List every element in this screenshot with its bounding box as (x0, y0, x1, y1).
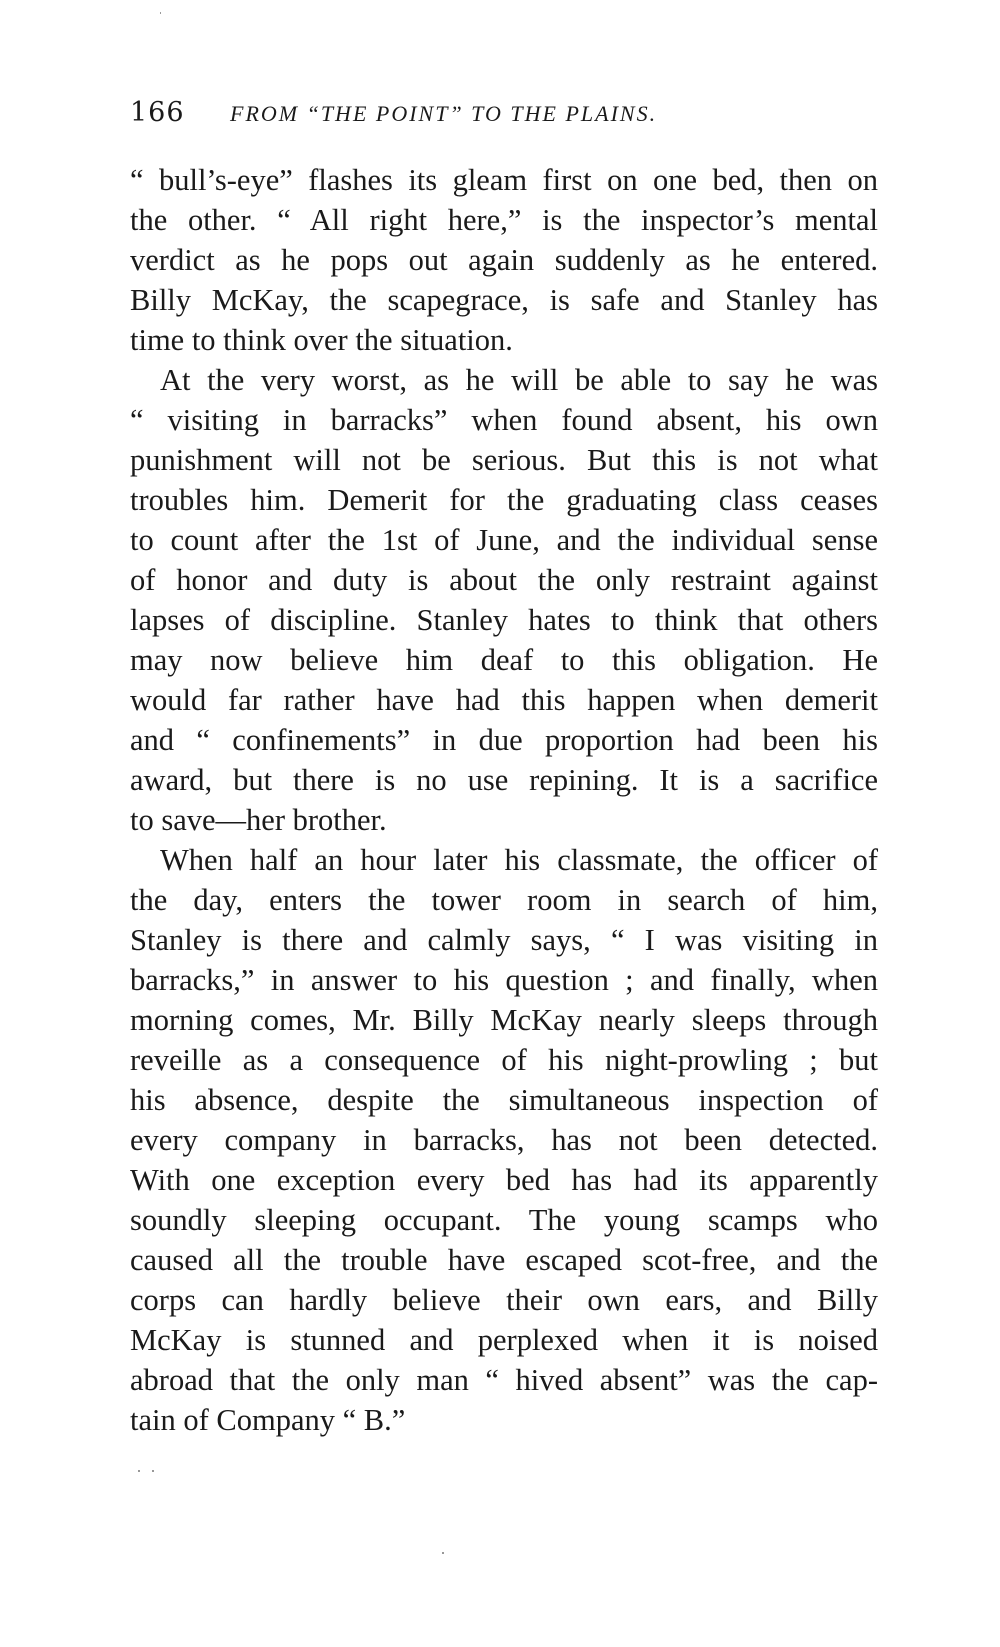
text-line: to save—her brother. (130, 803, 387, 837)
text-line: and “ confinements” in due proportion had been his (130, 723, 878, 757)
text-line: caused all the trouble have escaped scot-free, and the (130, 1243, 878, 1277)
text-line: lapses of discipline. Stanley hates to think that others (130, 603, 878, 637)
text-line: troubles him. Demerit for the graduating class ceases (130, 483, 878, 517)
running-head (130, 98, 890, 138)
text-line: punishment will not be serious. But this is not what (130, 443, 878, 477)
text-line: reveille as a consequence of his night-prowling ; but (130, 1043, 878, 1077)
text-line: At the very worst, as he will be able to say he was (160, 363, 878, 397)
paragraph-1 (130, 160, 878, 360)
text-line: would far rather have had this happen when demerit (130, 683, 878, 717)
text-line: morning comes, Mr. Billy McKay nearly sleeps through (130, 1003, 878, 1037)
text-line: soundly sleeping occupant. The young scamps who (130, 1203, 878, 1237)
paragraph-2 (130, 360, 878, 840)
text-line: corps can hardly believe their own ears, and Billy (130, 1283, 878, 1317)
text-line: Stanley is there and calmly says, “ I was visiting in (130, 923, 878, 957)
text-line: the other. “ All right here,” is the inspector’s mental (130, 203, 878, 237)
text-line: When half an hour later his classmate, the officer of (160, 843, 878, 877)
text-line: of honor and duty is about the only restraint against (130, 563, 878, 597)
text-line: “ visiting in barracks” when found absent, his own (130, 403, 878, 437)
text-line: time to think over the situation. (130, 323, 513, 357)
text-line: may now believe him deaf to this obligation. He (130, 643, 878, 677)
text-line: barracks,” in answer to his question ; and finally, when (130, 963, 878, 997)
text-line: tain of Company “ B.” (130, 1403, 406, 1437)
text-line: With one exception every bed has had its apparently (130, 1163, 878, 1197)
scan-speck (160, 12, 161, 14)
scan-speck (442, 1552, 444, 1554)
text-line: abroad that the only man “ hived absent” was the cap- (130, 1363, 878, 1397)
scan-speck (152, 1470, 154, 1472)
text-line: his absence, despite the simultaneous inspection of (130, 1083, 878, 1117)
text-line: to count after the 1st of June, and the individual sense (130, 523, 878, 557)
scan-speck (138, 1470, 140, 1472)
running-title: FROM “THE POINT” TO THE PLAINS. (230, 101, 658, 126)
text-line: Billy McKay, the scapegrace, is safe and Stanley has (130, 283, 878, 317)
page-number: 166 (130, 97, 185, 128)
text-line: “ bull’s-eye” flashes its gleam first on one bed, then on (130, 163, 878, 197)
body-text (130, 160, 878, 1440)
text-line: the day, enters the tower room in search of him, (130, 883, 878, 917)
text-line: McKay is stunned and perplexed when it is noised (130, 1323, 878, 1357)
text-line: verdict as he pops out again suddenly as he entered. (130, 243, 878, 277)
text-line: award, but there is no use repining. It is a sacrifice (130, 763, 878, 797)
paragraph-3 (130, 840, 878, 1440)
text-line: every company in barracks, has not been detected. (130, 1123, 878, 1157)
